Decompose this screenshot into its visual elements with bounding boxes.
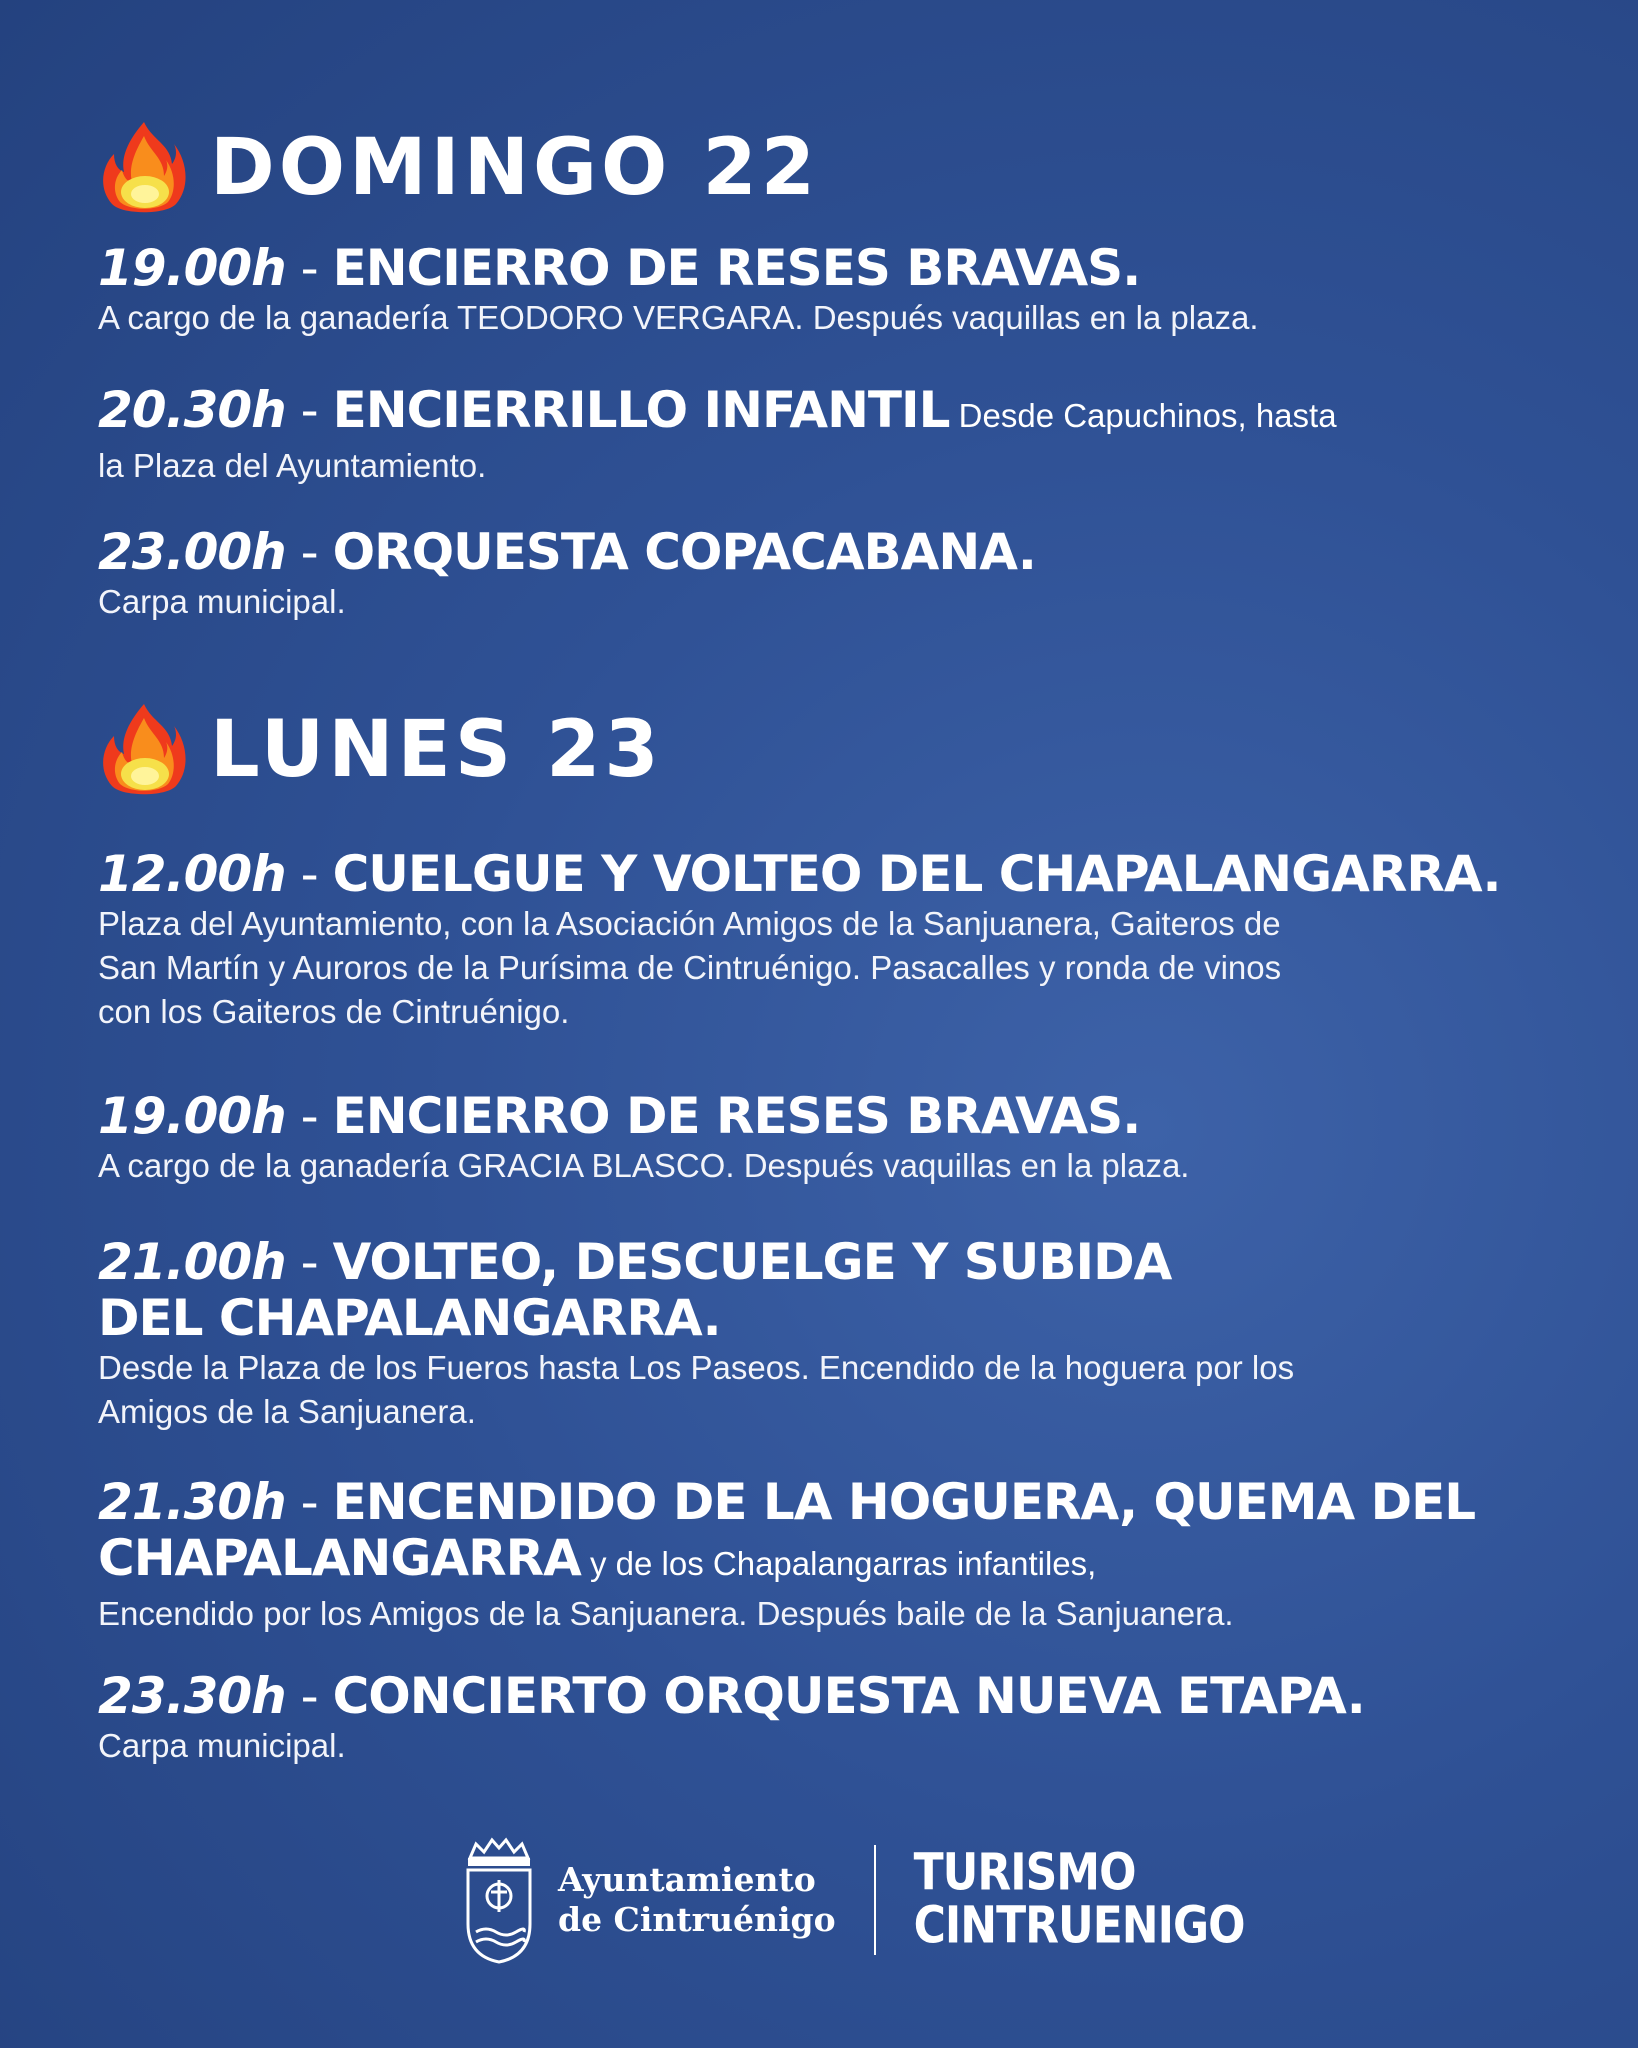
day-heading-domingo (98, 118, 819, 218)
footer-divider (874, 1845, 876, 1955)
event-description: Encendido por los Amigos de la Sanjuanera. Después baile de la Sanjuanera. (98, 1595, 1234, 1632)
footer-logos (462, 1830, 1244, 1970)
event-description: A cargo de la ganadería GRACIA BLASCO. Después vaquillas en la plaza. (98, 1147, 1190, 1184)
event-time: 12.00h (98, 845, 286, 903)
coat-of-arms-icon (462, 1836, 536, 1964)
event-title-continued: DEL CHAPALANGARRA. (98, 1289, 721, 1347)
day-title: DOMINGO 22 (210, 123, 820, 213)
event-description: San Martín y Auroros de la Purísima de Cintruénigo. Pasacalles y ronda de vinos (98, 949, 1282, 986)
event-title-continued: CHAPALANGARRA (98, 1529, 581, 1587)
event-time: 19.00h (98, 239, 286, 297)
turismo-logo-text (913, 1843, 1245, 1956)
ayuntamiento-line-1: Ayuntamiento (558, 1860, 816, 1899)
event-separator: - (285, 845, 333, 903)
event-separator: - (285, 381, 333, 439)
event-title: ENCIERRO DE RESES BRAVAS. (332, 1087, 1141, 1145)
event-description: Carpa municipal. (98, 1727, 346, 1764)
event-title: ENCIERRO DE RESES BRAVAS. (332, 239, 1141, 297)
turismo-line-1: TURISMO (913, 1843, 1136, 1903)
event-separator: - (285, 1473, 333, 1531)
event-description: Carpa municipal. (98, 583, 346, 620)
event-separator: - (285, 523, 333, 581)
event-item (98, 1474, 1578, 1636)
event-description: con los Gaiteros de Cintruénigo. (98, 993, 570, 1030)
event-inline-description: Desde Capuchinos, hasta (949, 397, 1337, 434)
event-description: Desde la Plaza de los Fueros hasta Los Paseos. Encendido de la hoguera por los (98, 1349, 1295, 1386)
event-item (98, 1088, 1578, 1188)
event-description: A cargo de la ganadería TEODORO VERGARA. Después vaquillas en la plaza. (98, 299, 1259, 336)
event-description: la Plaza del Ayuntamiento. (98, 447, 487, 484)
ayuntamiento-logo-text (558, 1860, 836, 1940)
event-time: 21.00h (98, 1233, 286, 1291)
day-title: LUNES 23 (210, 705, 663, 795)
turismo-line-2: CINTRUENIGO (913, 1896, 1245, 1956)
event-title: VOLTEO, DESCUELGE Y SUBIDA (332, 1233, 1172, 1291)
event-title: CONCIERTO ORQUESTA NUEVA ETAPA. (332, 1667, 1365, 1725)
event-separator: - (285, 1233, 333, 1291)
event-separator: - (285, 1087, 333, 1145)
event-item (98, 1668, 1578, 1768)
event-description: Amigos de la Sanjuanera. (98, 1393, 476, 1430)
event-description: Plaza del Ayuntamiento, con la Asociación Amigos de la Sanjuanera, Gaiteros de (98, 905, 1281, 942)
event-separator: - (285, 1667, 333, 1725)
event-title: ORQUESTA COPACABANA. (332, 523, 1036, 581)
day-heading-lunes (98, 700, 663, 800)
flame-icon (98, 700, 190, 800)
event-item (98, 1234, 1578, 1434)
flame-icon (98, 118, 190, 218)
event-item (98, 524, 1578, 624)
event-item (98, 846, 1578, 1034)
event-title: ENCENDIDO DE LA HOGUERA, QUEMA DEL (332, 1473, 1476, 1531)
event-time: 20.30h (98, 381, 286, 439)
event-time: 23.00h (98, 523, 286, 581)
event-item (98, 240, 1578, 340)
ayuntamiento-line-2: de Cintruénigo (558, 1900, 836, 1939)
event-time: 21.30h (98, 1473, 286, 1531)
event-time: 23.30h (98, 1667, 286, 1725)
event-inline-description: y de los Chapalangarras infantiles, (580, 1545, 1097, 1582)
event-title: CUELGUE Y VOLTEO DEL CHAPALANGARRA. (332, 845, 1501, 903)
event-title: ENCIERRILLO INFANTIL (332, 381, 950, 439)
event-item (98, 382, 1578, 488)
event-separator: - (285, 239, 333, 297)
event-time: 19.00h (98, 1087, 286, 1145)
